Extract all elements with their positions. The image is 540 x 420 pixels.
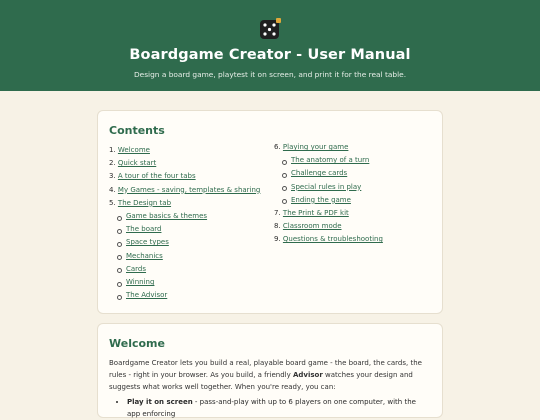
- toc-link-classroom-mode[interactable]: Classroom mode: [282, 222, 342, 231]
- dice-icon: [258, 17, 282, 41]
- toc-link-ending-the-game[interactable]: Ending the game: [291, 195, 351, 204]
- toc-link-game-basics-themes[interactable]: Game basics & themes: [126, 212, 208, 221]
- toc-item-quick-start: [109, 157, 274, 170]
- toc-subitem: [291, 167, 439, 180]
- toc-number: 4.: [109, 185, 116, 194]
- welcome-feature-list: [119, 396, 431, 420]
- toc-link-the-anatomy-of-a-turn[interactable]: The anatomy of a turn: [291, 156, 370, 165]
- toc-item-classroom-mode: [274, 220, 439, 233]
- toc-number: 8.: [274, 222, 281, 231]
- toc-link-space-types[interactable]: Space types: [126, 238, 169, 247]
- toc-subitem: [291, 181, 439, 194]
- welcome-intro-part-1: Boardgame Creator lets you build a real, playable board game - the board, the cards, the rules - right in your browser. As you build, a friendly: [109, 359, 422, 379]
- toc-subitem: [126, 236, 274, 249]
- toc-subitem: [291, 194, 439, 207]
- toc-number: 7.: [274, 209, 281, 218]
- contents-right-column: [274, 141, 439, 247]
- toc-sublist: [109, 210, 274, 302]
- welcome-intro: [109, 357, 431, 393]
- toc-link-the-board[interactable]: The board: [126, 225, 162, 234]
- contents-list: [274, 141, 439, 247]
- toc-link-cards[interactable]: Cards: [126, 264, 147, 273]
- toc-number: 1.: [109, 146, 116, 154]
- toc-link-playing-your-game[interactable]: Playing your game: [282, 143, 349, 151]
- feature-text: - pass-and-play with up to 6 players on one computer, with the app enforcing: [127, 398, 416, 418]
- toc-link-special-rules-in-play[interactable]: Special rules in play: [291, 182, 362, 191]
- list-item: [127, 396, 431, 420]
- toc-item-welcome: [109, 144, 274, 157]
- welcome-section: [97, 323, 443, 418]
- feature-title: Play it on screen: [127, 398, 193, 406]
- welcome-heading: Welcome: [109, 337, 165, 350]
- toc-link-winning[interactable]: Winning: [126, 278, 155, 287]
- toc-link-mechanics[interactable]: Mechanics: [126, 251, 163, 260]
- toc-link-challenge-cards[interactable]: Challenge cards: [291, 169, 348, 178]
- welcome-intro-part-2: watches your design and suggests what works well together. When you're ready, you can:: [109, 371, 413, 391]
- toc-subitem: [126, 223, 274, 236]
- toc-number: 5.: [109, 198, 116, 207]
- page-header: [0, 0, 540, 91]
- toc-link-welcome[interactable]: Welcome: [117, 146, 150, 154]
- toc-item-playing-your-game: [274, 141, 439, 207]
- toc-link-quick-start[interactable]: Quick start: [117, 159, 157, 168]
- welcome-intro-advisor: Advisor: [292, 371, 323, 379]
- toc-link-a-tour-of-the-four-tabs[interactable]: A tour of the four tabs: [117, 172, 196, 181]
- toc-item-questions-troubleshooting: [274, 233, 439, 246]
- toc-number: 3.: [109, 172, 116, 181]
- toc-item-a-tour-of-the-four-tabs: [109, 170, 274, 183]
- toc-item-the-print-pdf-kit: [274, 207, 439, 220]
- toc-link-questions-troubleshooting[interactable]: Questions & troubleshooting: [282, 235, 383, 244]
- toc-subitem: [126, 276, 274, 289]
- toc-link-my-games-saving-templates-sharing[interactable]: My Games - saving, templates & sharing: [117, 185, 261, 194]
- contents-heading: Contents: [109, 124, 165, 137]
- toc-subitem: [126, 250, 274, 263]
- contents-card: [97, 110, 443, 314]
- toc-item-my-games-saving-templates-sharing: [109, 184, 274, 197]
- toc-number: 9.: [274, 235, 281, 244]
- toc-item-the-design-tab: [109, 197, 274, 303]
- contents-list: [109, 144, 274, 302]
- toc-subitem: [126, 289, 274, 302]
- page-title: Boardgame Creator - User Manual: [129, 47, 411, 63]
- toc-subitem: [291, 154, 439, 167]
- toc-sublist: [274, 154, 439, 207]
- toc-number: 6.: [274, 143, 281, 151]
- toc-link-the-design-tab[interactable]: The Design tab: [117, 198, 172, 207]
- contents-left-column: [109, 144, 274, 302]
- toc-link-the-print-pdf-kit[interactable]: The Print & PDF kit: [282, 209, 349, 218]
- toc-number: 2.: [109, 159, 116, 168]
- toc-subitem: [126, 210, 274, 223]
- toc-link-the-advisor[interactable]: The Advisor: [126, 291, 168, 300]
- page-subtitle: Design a board game, playtest it on screen, and print it for the real table.: [133, 70, 407, 79]
- toc-subitem: [126, 263, 274, 276]
